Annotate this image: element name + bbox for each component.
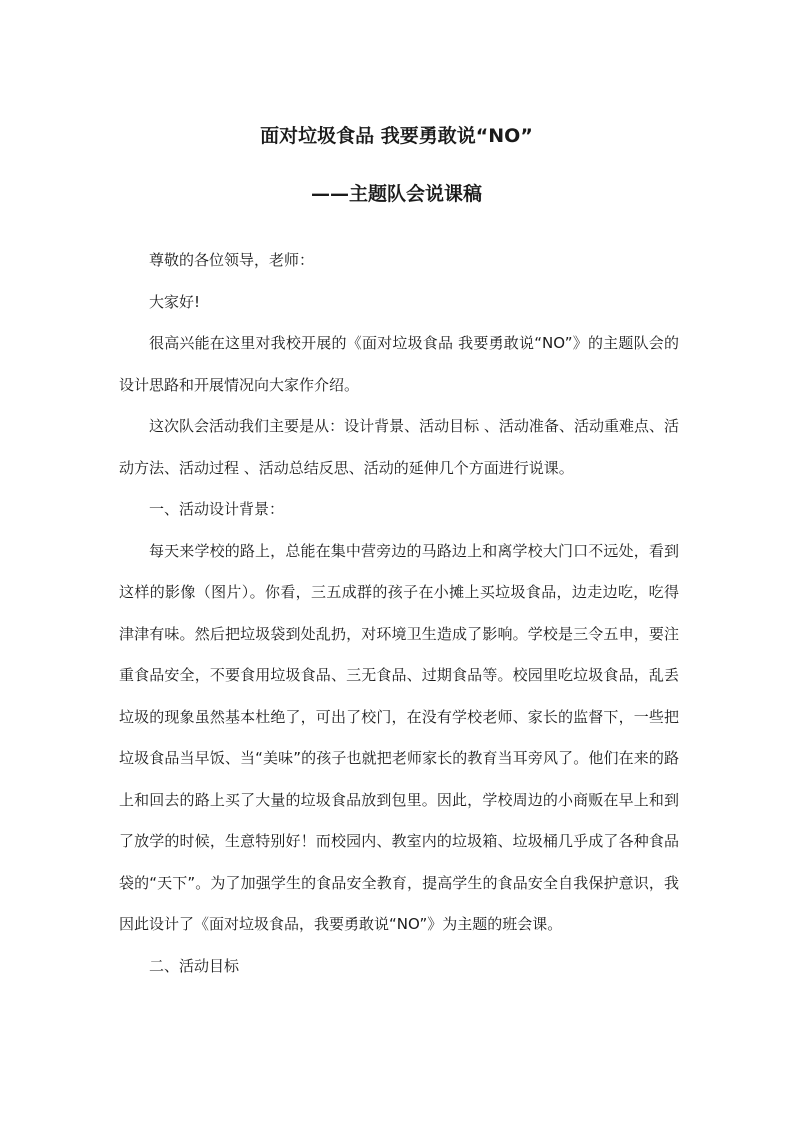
document-body xyxy=(119,240,679,987)
section-heading-goals: 二、活动目标 xyxy=(149,956,240,975)
background-paragraph: 每天来学校的路上，总能在集中营旁边的马路边上和离学校大门口不远处，看到这样的影像（图片）。你看，三五成群的孩子在小摊上买垃圾食品，边走边吃，吃得津津有味。然后把垃圾袋到处乱扔，对环境卫生造成了影响。学校是三令五申，要注重食品安全，不要食用垃圾食品、三无食品、过期食品等。校园里吃垃圾食品，乱丢垃圾的现象虽然基本杜绝了，可出了校门，在没有学校老师、家长的监督下，一些把垃圾食品当早饭、当“美味”的孩子也就把老师家长的教育当耳旁风了。他们在来的路上和回去的路上买了大量的垃圾食品放到包里。因此，学校周边的小商贩在早上和到了放学的时候，生意特别好！而校园内、教室内的垃圾箱、垃圾桶几乎成了各种食品袋的“天下”。为了加强学生的食品安全教育，提高学生的食品安全自我保护意识，我因此设计了《面对垃圾食品，我要勇敢说“NO”》为主题的班会课。 xyxy=(119,541,679,933)
greeting: 大家好! xyxy=(149,292,201,311)
intro-paragraph: 很高兴能在这里对我校开展的《面对垃圾食品 我要勇敢说“NO”》的主题队会的设计思路和开展情况向大家作介绍。 xyxy=(119,334,679,394)
overview-paragraph: 这次队会活动我们主要是从：设计背景、活动目标 、活动准备、活动重难点、活动方法、活动过程 、活动总结反思、活动的延伸几个方面进行说课。 xyxy=(119,417,679,477)
document-subtitle: ——主题队会说课稿 xyxy=(310,183,482,205)
salutation: 尊敬的各位领导，老师： xyxy=(149,251,315,269)
document-title: 面对垃圾食品 我要勇敢说“NO” xyxy=(260,125,533,147)
section-heading-background: 一、活动设计背景： xyxy=(149,500,285,518)
